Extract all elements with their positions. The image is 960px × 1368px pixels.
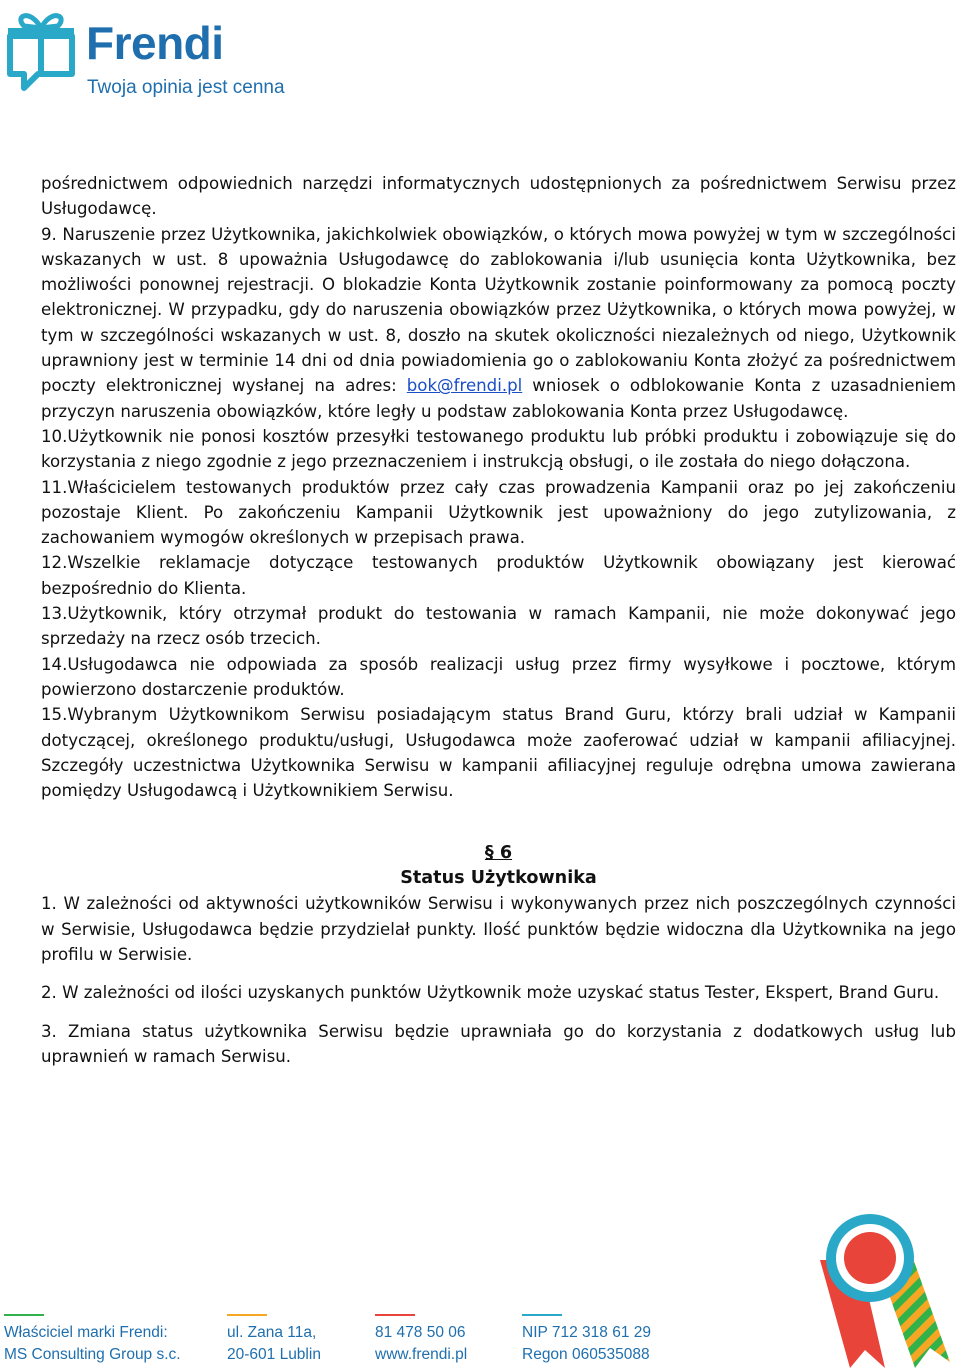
footer-phone: 81 478 50 06 — [375, 1324, 466, 1341]
divider — [4, 1314, 44, 1316]
section-6-point-1: 1. W zależności od aktywności użytkowników Serwisu i wykonywanych przez nich poszczególnych czynności w Serwisie, Usługodawca będzie przydzielał punkty. Ilość punktów będzie widoczna dla Użytkownika na jego profilu w Serwisie. — [41, 894, 956, 965]
footer-column-registry — [522, 1314, 651, 1366]
paragraph-9-text-b: wniosek o odblokowanie Konta z uzasadnieniem przyczyn naruszenia obowiązków, które legły u podstaw zablokowania Konta przez Usługodawcę. — [41, 376, 957, 421]
spacer — [41, 803, 956, 828]
divider — [375, 1314, 415, 1316]
footer-website[interactable]: www.frendi.pl — [375, 1346, 468, 1363]
footer — [0, 1300, 960, 1368]
divider — [522, 1314, 562, 1316]
brand-tagline: Twoja opinia jest cenna — [87, 77, 285, 98]
brand-name: Frendi — [86, 17, 224, 69]
spacer — [41, 1006, 956, 1019]
spacer — [41, 828, 956, 841]
paragraph-10: 10.Użytkownik nie ponosi kosztów przesyłki testowanego produktu lub próbki produktu i zobowiązuje się do korzystania z niego zgodnie z jego przeznaczeniem i instrukcją obsługi, o ile została do niego dołączona. — [41, 426, 956, 472]
paragraph-9-text-a: 9. Naruszenie przez Użytkownika, jakichkolwiek obowiązków, o których mowa powyżej w tym w szczególności wskazanych w ust. 8 upoważnia Usługodawcę do zablokowania i/lub usunięcia konta Użytkownika, bez możliwości ponownej rejestracji. O blokadzie Konta Użytkownik zostanie poinformowany za pomocą poczty elektronicznej. W przypadku, gdy do naruszenia obowiązków przez Użytkownika, o których mowa powyżej, w tym w szczególności wskazanych w ust. 8, doszło na skutek okoliczności niezależnych od niego, Użytkownik uprawniony jest w terminie 14 dni od dnia powiadomienia go o zablokowaniu Konta złożyć za pośrednictwem poczty elektronicznej wysłanej na adres: — [41, 224, 956, 396]
footer-company: MS Consulting Group s.c. — [4, 1346, 181, 1363]
footer-regon: Regon 060535088 — [522, 1346, 650, 1363]
footer-column-address — [227, 1314, 321, 1366]
section-6-point-2: 2. W zależności od ilości uzyskanych punktów Użytkownik może uzyskać status Tester, Ekspert, Brand Guru. — [41, 983, 940, 1003]
paragraph-11: 11.Właścicielem testowanych produktów przez cały czas prowadzenia Kampanii oraz po jej zakończeniu pozostaje Klient. Po zakończeniu Kampanii Użytkownik jest upoważniony do jego zutylizowania, z zachowaniem wymogów określonych w przepisach prawa. — [41, 477, 956, 548]
divider — [227, 1314, 267, 1316]
footer-nip: NIP 712 318 61 29 — [522, 1324, 651, 1341]
document-body — [41, 171, 956, 1069]
paragraph-14: 14.Usługodawca nie odpowiada za sposób realizacji usług przez firmy wysyłkowe i pocztowe, którym powierzono dostarczenie produktów. — [41, 654, 956, 699]
paragraph-12: 12.Wszelkie reklamacje dotyczące testowanych produktów Użytkownik obowiązany jest kierować bezpośrednio do Klienta. — [41, 553, 956, 598]
brand-logo — [4, 2, 304, 102]
footer-street: ul. Zana 11a, — [227, 1324, 317, 1341]
spacer — [41, 967, 956, 980]
section-6-point-3: 3. Zmiana status użytkownika Serwisu będzie uprawniała go do korzystania z dodatkowych usług lub uprawnień w ramach Serwisu. — [41, 1021, 956, 1066]
paragraph-15: 15.Wybranym Użytkownikom Serwisu posiadającym status Brand Guru, którzy brali udział w Kampanii dotyczącej, określonego produktu/usługi, Usługodawca może zaoferować udział w kampanii afiliacyjnej. Szczegóły uczestnictwa Użytkownika Serwisu w kampanii afiliacyjnej reguluje odrębna umowa zawierana pomiędzy Usługodawcą i Użytkownikiem Serwisu. — [41, 705, 956, 801]
gift-box-icon — [4, 2, 78, 102]
paragraph-continuation: pośrednictwem odpowiednich narzędzi informatycznych udostępnionych za pośrednictwem Serwisu przez Usługodawcę. — [41, 174, 956, 219]
paragraph-13: 13.Użytkownik, który otrzymał produkt do testowania w ramach Kampanii, nie może dokonywać jego sprzedaży na rzecz osób trzecich. — [41, 604, 956, 649]
email-link[interactable]: bok@frendi.pl — [406, 376, 523, 396]
paragraph-9 — [41, 222, 956, 424]
section-number: § 6 — [484, 843, 513, 864]
section-title: Status Użytkownika — [400, 868, 597, 889]
footer-column-owner — [4, 1314, 181, 1366]
footer-column-contact — [375, 1314, 467, 1366]
footer-city: 20-601 Lublin — [227, 1346, 321, 1363]
footer-owner-label: Właściciel marki Frendi: — [4, 1324, 168, 1341]
